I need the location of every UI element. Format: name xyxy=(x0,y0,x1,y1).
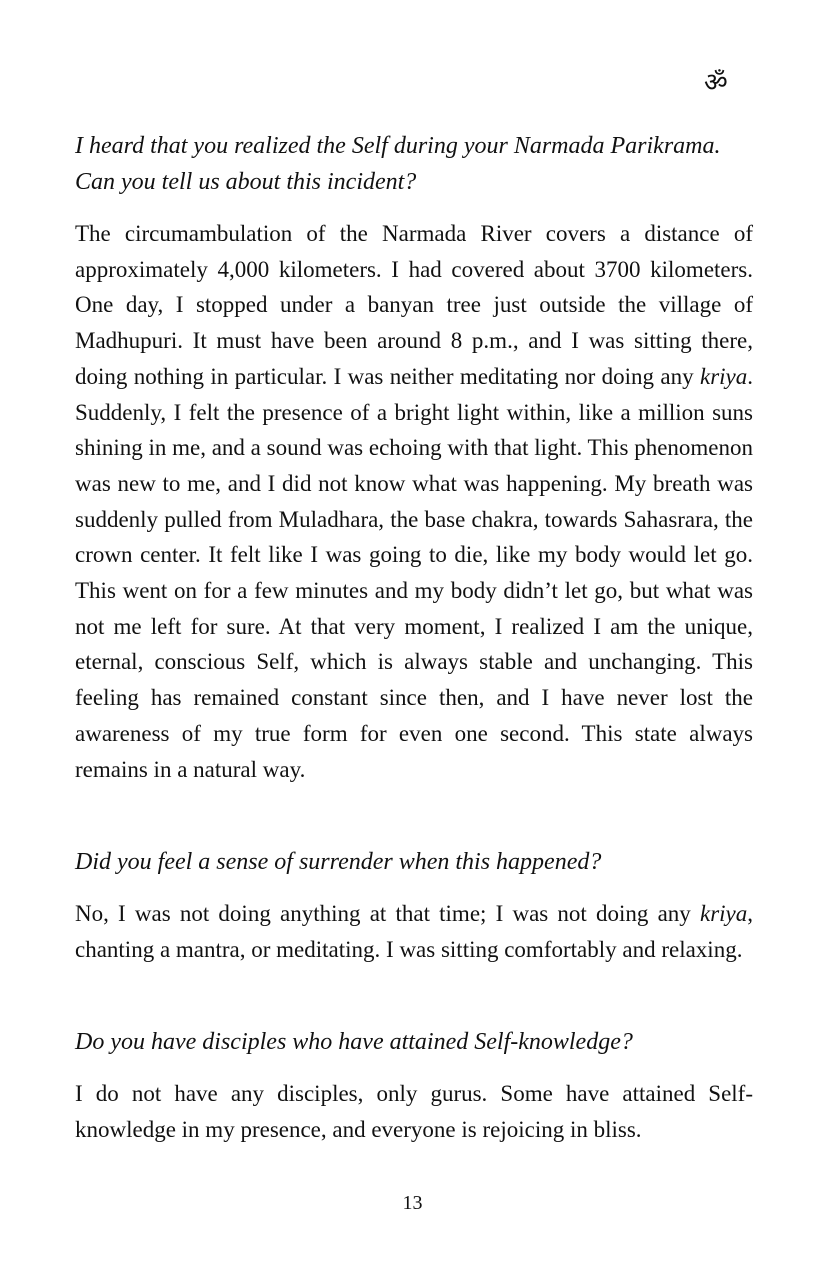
answer-1 xyxy=(75,216,753,787)
question-2-block xyxy=(75,844,753,880)
question-3: Do you have disciples who have attained Self-knowledge? xyxy=(75,1029,633,1055)
question-2: Did you feel a sense of surrender when this happened? xyxy=(75,849,602,875)
answer-1-part-1: The circumambulation of the Narmada River covers a distance of approximately 4,000 kilometers. I had covered about 3700 kilometers. One day, I stopped under a banyan tree just outside the village of Madhupuri. It must have been around 8 p.m., and I was sitting there, doing nothing in particular. I was neither meditating nor doing any xyxy=(75,221,753,389)
answer-1-block xyxy=(75,216,753,787)
question-3-block xyxy=(75,1024,753,1060)
page-number: 13 xyxy=(402,1192,423,1214)
question-1: I heard that you realized the Self during your Narmada Parikrama. Can you tell us about this incident? xyxy=(75,133,721,195)
om-symbol-icon: ॐ xyxy=(704,68,728,98)
answer-3: I do not have any disciples, only gurus. Some have attained Self-knowledge in my presence, and everyone is rejoicing in bliss. xyxy=(75,1081,753,1142)
question-1-block xyxy=(75,128,753,200)
answer-2-part-1: No, I was not doing anything at that time; I was not doing any xyxy=(75,901,700,926)
answer-3-block xyxy=(75,1076,753,1147)
answer-2-block xyxy=(75,896,753,967)
answer-1-term-kriya: kriya xyxy=(699,363,748,389)
answer-2-part-2: , chanting a mantra, or meditating. I was sitting comfortably and relaxing. xyxy=(75,901,753,962)
answer-1-part-2: . Suddenly, I felt the presence of a bright light within, like a million suns shining in me, and a sound was echoing with that light. This phenomenon was new to me, and I did not know what was happening. My breath was suddenly pulled from Muladhara, the base chakra, towards Sahasrara, the crown center. It felt like I was going to die, like my body would let go. This went on for a few minutes and my body didn’t let go, but what was not me left for sure. At that very moment, I realized I am the unique, eternal, conscious Self, which is always stable and unchanging. This feeling has remained constant since then, and I have never lost the awareness of my true form for even one second. This state always remains in a natural way. xyxy=(75,363,753,782)
answer-2-term-kriya: kriya xyxy=(699,901,748,926)
answer-2 xyxy=(75,896,753,967)
